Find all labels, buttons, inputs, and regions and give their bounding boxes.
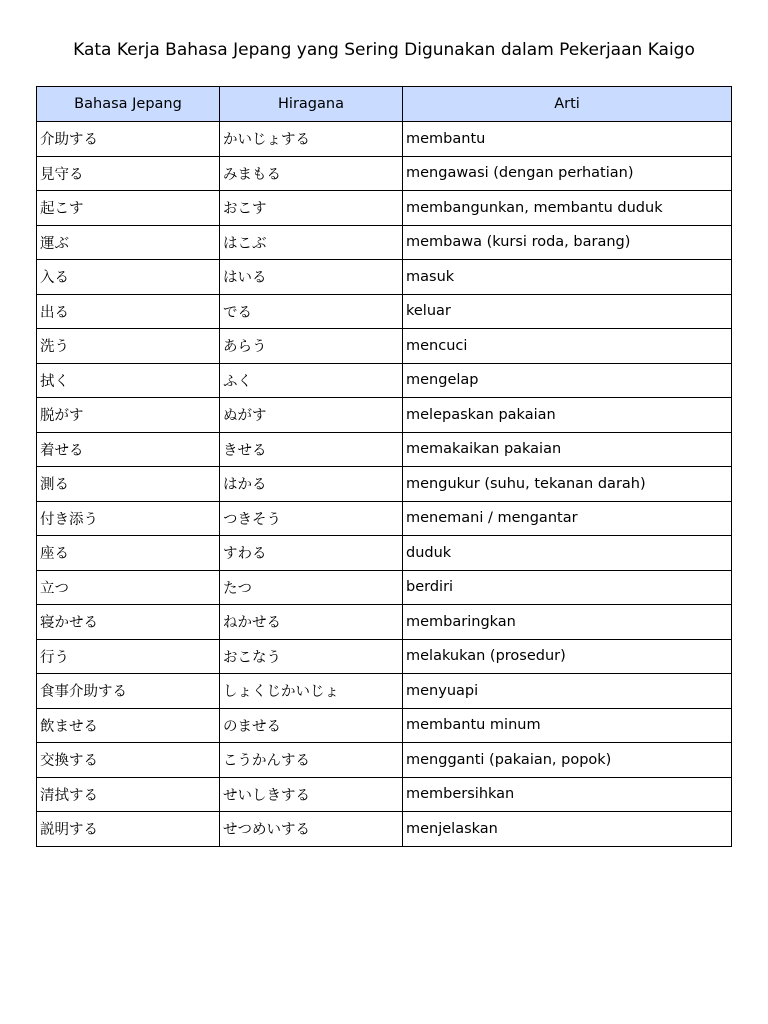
table-row (37, 122, 732, 157)
table-row (37, 432, 732, 467)
cell-meaning: menyuapi (403, 674, 732, 709)
cell-meaning: menjelaskan (403, 812, 732, 847)
cell-japanese: 飲ませる (37, 708, 220, 743)
cell-japanese: 説明する (37, 812, 220, 847)
cell-meaning: mengelap (403, 363, 732, 398)
cell-hiragana: こうかんする (220, 743, 403, 778)
cell-japanese: 食事介助する (37, 674, 220, 709)
table-row (37, 777, 732, 812)
table-body (37, 122, 732, 847)
table-row (37, 363, 732, 398)
table-row (37, 467, 732, 502)
cell-japanese: 洗う (37, 329, 220, 364)
cell-meaning: membaringkan (403, 605, 732, 640)
table-row (37, 743, 732, 778)
cell-japanese: 入る (37, 260, 220, 295)
cell-japanese: 清拭する (37, 777, 220, 812)
cell-meaning: membantu (403, 122, 732, 157)
cell-hiragana: あらう (220, 329, 403, 364)
column-header-meaning: Arti (403, 87, 732, 122)
table-row (37, 398, 732, 433)
cell-japanese: 介助する (37, 122, 220, 157)
table-row (37, 191, 732, 226)
cell-hiragana: しょくじかいじょ (220, 674, 403, 709)
table-row (37, 156, 732, 191)
cell-hiragana: でる (220, 294, 403, 329)
cell-japanese: 交換する (37, 743, 220, 778)
cell-meaning: membantu minum (403, 708, 732, 743)
cell-hiragana: ねかせる (220, 605, 403, 640)
cell-hiragana: せいしきする (220, 777, 403, 812)
header-row (37, 87, 732, 122)
cell-hiragana: せつめいする (220, 812, 403, 847)
document-title: Kata Kerja Bahasa Jepang yang Sering Digunakan dalam Pekerjaan Kaigo (73, 40, 695, 60)
cell-meaning: membangunkan, membantu duduk (403, 191, 732, 226)
cell-meaning: mengganti (pakaian, popok) (403, 743, 732, 778)
cell-japanese: 付き添う (37, 501, 220, 536)
cell-meaning: menemani / mengantar (403, 501, 732, 536)
cell-hiragana: すわる (220, 536, 403, 571)
cell-hiragana: かいじょする (220, 122, 403, 157)
cell-hiragana: はいる (220, 260, 403, 295)
cell-japanese: 運ぶ (37, 225, 220, 260)
cell-japanese: 見守る (37, 156, 220, 191)
table-row (37, 812, 732, 847)
table-row (37, 501, 732, 536)
table-row (37, 536, 732, 571)
cell-japanese: 脱がす (37, 398, 220, 433)
cell-meaning: melakukan (prosedur) (403, 639, 732, 674)
cell-hiragana: はかる (220, 467, 403, 502)
table-row (37, 329, 732, 364)
table-row (37, 708, 732, 743)
cell-hiragana: たつ (220, 570, 403, 605)
cell-hiragana: きせる (220, 432, 403, 467)
table-row (37, 294, 732, 329)
cell-hiragana: のませる (220, 708, 403, 743)
cell-meaning: memakaikan pakaian (403, 432, 732, 467)
cell-hiragana: ぬがす (220, 398, 403, 433)
table-row (37, 570, 732, 605)
cell-hiragana: おこなう (220, 639, 403, 674)
cell-meaning: melepaskan pakaian (403, 398, 732, 433)
cell-hiragana: おこす (220, 191, 403, 226)
cell-japanese: 測る (37, 467, 220, 502)
cell-meaning: membersihkan (403, 777, 732, 812)
cell-japanese: 起こす (37, 191, 220, 226)
cell-meaning: duduk (403, 536, 732, 571)
cell-meaning: mengawasi (dengan perhatian) (403, 156, 732, 191)
cell-hiragana: みまもる (220, 156, 403, 191)
cell-japanese: 出る (37, 294, 220, 329)
table-row (37, 260, 732, 295)
cell-meaning: membawa (kursi roda, barang) (403, 225, 732, 260)
cell-hiragana: はこぶ (220, 225, 403, 260)
cell-japanese: 立つ (37, 570, 220, 605)
table-row (37, 639, 732, 674)
table-row (37, 605, 732, 640)
cell-hiragana: つきそう (220, 501, 403, 536)
vocabulary-table (36, 86, 732, 847)
cell-japanese: 座る (37, 536, 220, 571)
cell-japanese: 寝かせる (37, 605, 220, 640)
column-header-japanese: Bahasa Jepang (37, 87, 220, 122)
cell-meaning: mengukur (suhu, tekanan darah) (403, 467, 732, 502)
cell-meaning: masuk (403, 260, 732, 295)
table-header (37, 87, 732, 122)
cell-japanese: 着せる (37, 432, 220, 467)
cell-meaning: berdiri (403, 570, 732, 605)
cell-japanese: 拭く (37, 363, 220, 398)
table-row (37, 225, 732, 260)
cell-japanese: 行う (37, 639, 220, 674)
cell-hiragana: ふく (220, 363, 403, 398)
table-row (37, 674, 732, 709)
cell-meaning: mencuci (403, 329, 732, 364)
column-header-hiragana: Hiragana (220, 87, 403, 122)
cell-meaning: keluar (403, 294, 732, 329)
